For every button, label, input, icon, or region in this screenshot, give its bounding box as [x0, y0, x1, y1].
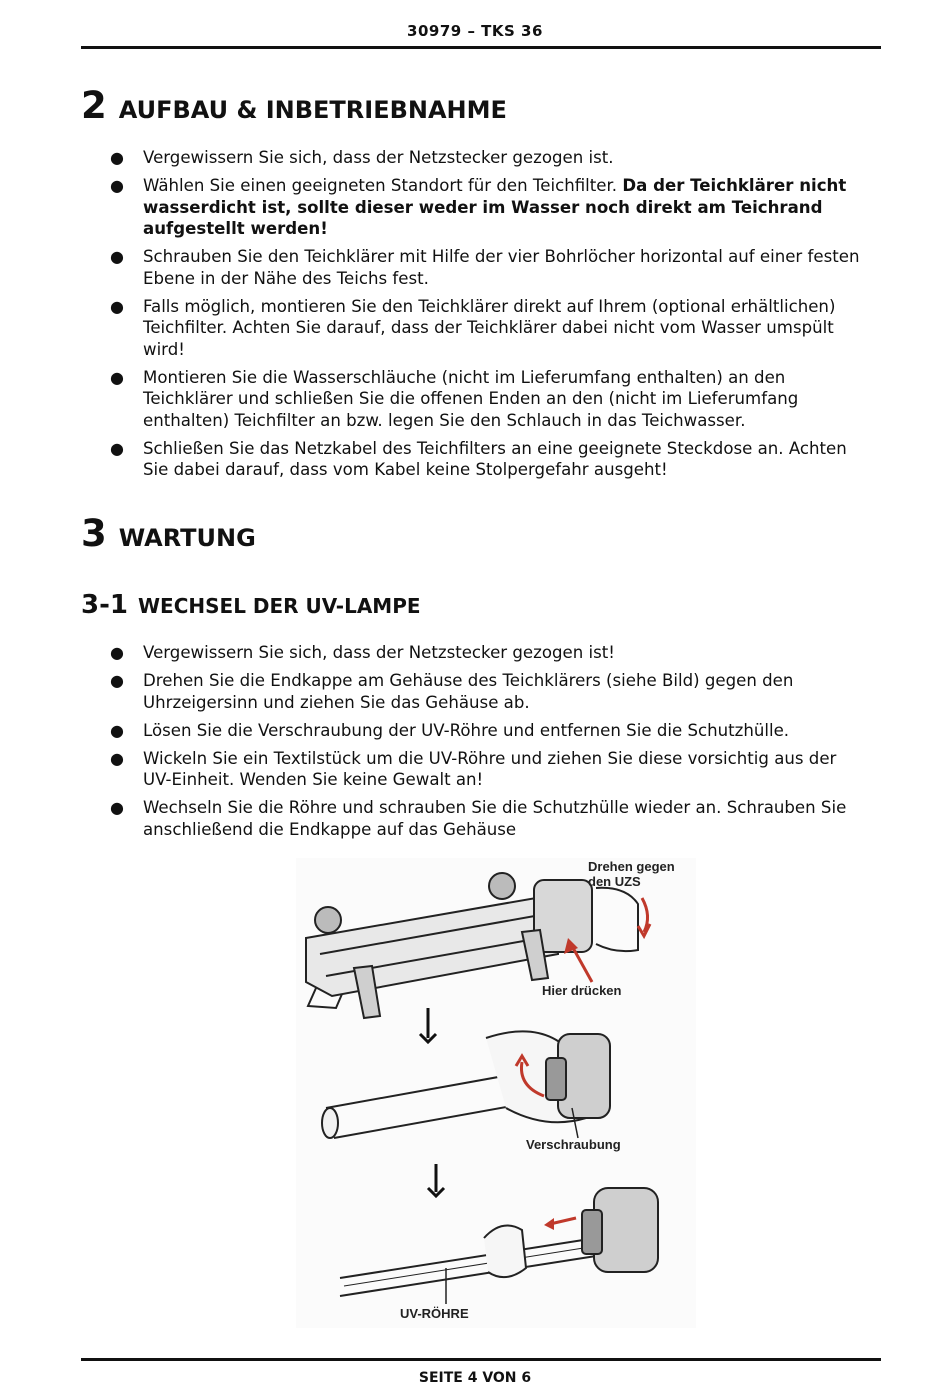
list-item-text: Wechseln Sie die Röhre und schrauben Sie die Schutzhülle wieder an. Schrauben Sie anschließend die Endkappe auf das Gehäuse: [143, 798, 847, 839]
section-3-1-heading: [81, 590, 421, 620]
list-item-text: Schließen Sie das Netzkabel des Teichfilters an eine geeignete Steckdose an. Achten Sie dabei darauf, dass vom Kabel keine Stolpergefahr ausgeht!: [143, 438, 847, 479]
list-item: [110, 296, 870, 361]
list-item-text: Schrauben Sie den Teichklärer mit Hilfe der vier Bohrlöcher horizontal auf einer festen Ebene in der Nähe des Teichs fest.: [143, 247, 860, 288]
list-item-text: Montieren Sie die Wasserschläuche (nicht im Lieferumfang enthalten) an den Teichklärer und schließen Sie die offenen Enden an den (nicht im Lieferumfang enthalten) Teichfilter an bzw. legen Sie den Schlauch in das Teichwasser.: [143, 367, 799, 430]
list-item-text: Vergewissern Sie sich, dass der Netzstecker gezogen ist!: [143, 643, 615, 662]
label-turn-counterclockwise: Drehen gegen den UZS: [588, 859, 675, 889]
list-item-text: Wählen Sie einen geeigneten Standort für den Teichfilter.: [143, 176, 623, 195]
label-uv-tube: UV-RÖHRE: [400, 1306, 469, 1321]
uv-lamp-replacement-illustration: [296, 858, 696, 1328]
label-press-here: Hier drücken: [542, 983, 622, 998]
list-item: [110, 720, 870, 742]
tube-removal-drawing: [340, 1188, 658, 1296]
list-item-warning: Da der Teichklärer nicht wasserdicht ist, sollte dieser weder im Wasser noch direkt am Teichrand aufgestellt werden!: [143, 176, 847, 238]
list-item: [110, 175, 870, 240]
bullet-icon: ●: [110, 247, 124, 266]
list-item-text: Drehen Sie die Endkappe am Gehäuse des Teichklärers (siehe Bild) gegen den Uhrzeigersinn und ziehen Sie das Gehäuse ab.: [143, 671, 794, 712]
list-item-text: Wickeln Sie ein Textilstück um die UV-Röhre und ziehen Sie diese vorsichtig aus der UV-Einheit. Wenden Sie keine Gewalt an!: [143, 748, 837, 789]
list-item: [110, 438, 870, 481]
list-item-text: Lösen Sie die Verschraubung der UV-Röhre und entfernen Sie die Schutzhülle.: [143, 720, 790, 740]
bullet-icon: ●: [110, 643, 124, 662]
label-screw-connection: Verschraubung: [526, 1137, 621, 1152]
section-2-heading: [81, 84, 507, 127]
section-3-title: WARTUNG: [118, 524, 256, 552]
turn-arrow-icon: [638, 898, 650, 936]
page-number: SEITE 4 VON 6: [418, 1370, 532, 1386]
bullet-icon: ●: [110, 671, 124, 690]
list-item: [110, 797, 870, 840]
bullet-icon: ●: [110, 148, 124, 167]
section-2-title: AUFBAU & INBETRIEBNAHME: [118, 96, 507, 124]
section-2-list: [110, 147, 870, 487]
illustration-drawing: [296, 858, 696, 1328]
bullet-icon: ●: [110, 296, 124, 316]
list-item: [110, 246, 870, 289]
list-item: [110, 748, 870, 791]
footer-rule: [81, 1358, 881, 1361]
pull-arrow-icon: [544, 1218, 576, 1230]
down-arrow-icon: [420, 1008, 436, 1042]
bullet-icon: ●: [110, 367, 124, 387]
section-3-heading: [81, 512, 256, 555]
list-item-text: Vergewissern Sie sich, dass der Netzstecker gezogen ist.: [143, 148, 614, 167]
bullet-icon: ●: [110, 176, 124, 195]
section-3-1-list: [110, 642, 870, 847]
list-item: [110, 147, 870, 169]
section-3-1-number: 3-1: [81, 590, 128, 620]
down-arrow-icon: [428, 1164, 444, 1196]
section-3-1-title: WECHSEL DER UV-LAMPE: [137, 594, 421, 618]
list-item: [110, 367, 870, 432]
document-header: 30979 – TKS 36: [407, 22, 543, 40]
bullet-icon: ●: [110, 438, 124, 458]
bullet-icon: ●: [110, 748, 124, 768]
bullet-icon: ●: [110, 720, 124, 740]
section-3-number: 3: [81, 512, 107, 555]
list-item: [110, 670, 870, 713]
list-item-text: Falls möglich, montieren Sie den Teichklärer direkt auf Ihrem (optional erhältlichen) Teichfilter. Achten Sie darauf, dass der Teichklärer dabei nicht vom Wasser umspült wird!: [143, 296, 836, 359]
list-item: [110, 642, 870, 664]
bullet-icon: ●: [110, 798, 124, 817]
section-2-number: 2: [81, 84, 107, 127]
header-rule: [81, 46, 881, 49]
unscrew-step-drawing: [322, 1031, 610, 1138]
